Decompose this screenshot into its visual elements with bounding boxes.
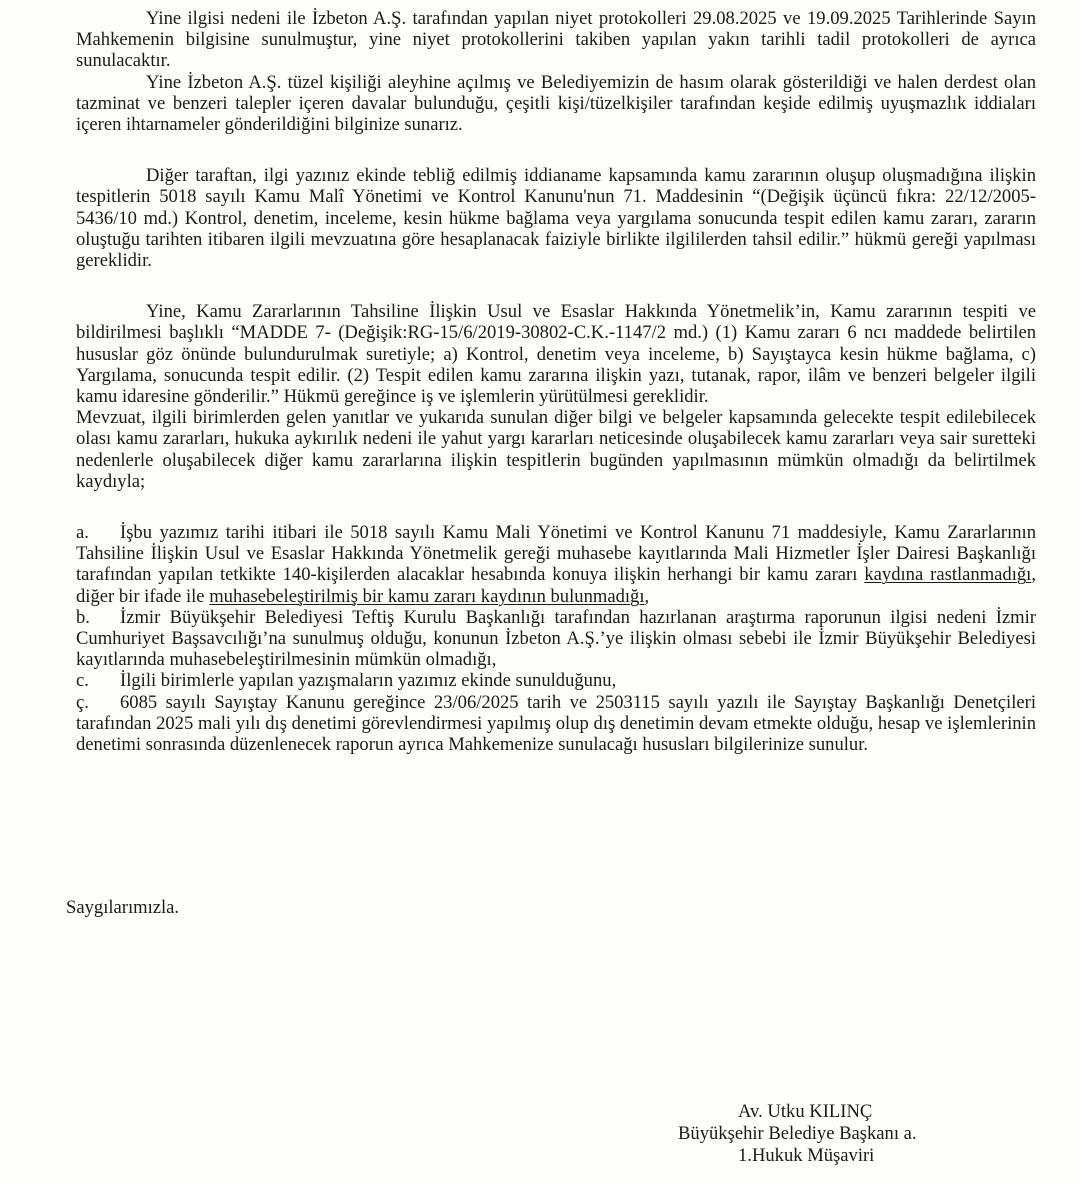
item-a-text-3: , — [644, 585, 650, 607]
list-marker: ç. — [76, 691, 89, 713]
paragraph-legislation: Mevzuat, ilgili birimlerden gelen yanıtlar ve yukarıda sunulan diğer bilgi ve belgeler kapsamında gelecekte tespit edilebilecek olası kamu zararları, hukuka aykırılık nedeni ile yahut yargı kararları neticesinde oluşabilecek kamu zararları veya sair suretteki nedenlerle oluşabilecek diğer kamu zararlarına ilişkin tespitlerin bugünden yapılmasının mümkün olmadığı da belirtilmek kaydıyla; — [76, 407, 1036, 492]
item-cedilla-text: 6085 sayılı Sayıştay Kanunu gereğince 23/06/2025 tarih ve 2503115 sayılı yazılı ile Sayıştay Başkanlığı Denetçileri tarafından 2025 mali yılı dış denetimi görevlendirmesi yapılmış olup dış denetimin devam etmekte olduğu, hesap ve işlemlerinin denetimi sonrasında düzenlenecek raporun ayrıca Mahkemenize sunulacağı hususları bilgilerinize sunulur. — [76, 691, 1036, 756]
list-marker: b. — [76, 606, 90, 628]
item-a-underlined-2: muhasebeleştirilmiş bir kamu zararı kaydının bulunmadığı — [209, 585, 645, 607]
signatory-name: Av. Utku KILINÇ — [738, 1101, 873, 1122]
list-item-b — [76, 607, 1036, 671]
item-a-text-1: İşbu yazımız tarihi itibari ile 5018 sayılı Kamu Mali Yönetimi ve Kontrol Kanunu 71 maddesiyle, Kamu Zararlarının Tahsiline İlişkin Usul ve Esaslar Hakkında Yönetmelik gereği muhasebe kayıtlarında Mali Hizmetler İşler Dairesi Başkanlığı tarafından yapılan tetkikte 140-kişilerden alacaklar hesabında konuya ilişkin herhangi bir kamu zararı — [76, 522, 1036, 586]
list-marker: a. — [76, 522, 89, 544]
signatory-role: 1.Hukuk Müşaviri — [738, 1145, 875, 1166]
paragraph-protocols: Yine ilgisi nedeni ile İzbeton A.Ş. tarafından yapılan niyet protokolleri 29.08.2025 ve 19.09.2025 Tarihlerinde Sayın Mahkemenin bilgisine sunulmuştur, yine niyet protokollerini takiben yapılan yakın tarihli tadil protokolleri de ayrıca sunulacaktır. — [76, 8, 1036, 72]
letter-body — [76, 8, 1036, 755]
list-item-c — [76, 670, 1036, 691]
item-b-text: İzmir Büyükşehir Belediyesi Teftiş Kurulu Başkanlığı tarafından hazırlanan araştırma raporunun ilgisi nedeni İzmir Cumhuriyet Başsavcılığı’na sunulmuş olduğu, konunun İzbeton A.Ş.’ye ilişkin olması sebebi ile İzmir Büyükşehir Belediyesi kayıtlarında muhasebeleştirilmesinin mümkün olmadığı, — [76, 606, 1036, 671]
list-item-cedilla — [76, 692, 1036, 756]
list-item-a — [76, 522, 1036, 607]
paragraph-lawsuits: Yine İzbeton A.Ş. tüzel kişiliği aleyhine açılmış ve Belediyemizin de hasım olarak gösterildiği ve halen derdest olan tazminat ve benzeri talepler içeren davalar bulunduğu, çeşitli kişi/tüzelkişiler tarafından keşide edilmiş uyuşmazlık iddiaları içeren ihtarnameler gönderildiğini bilginize sunarız. — [76, 71, 1036, 136]
paragraph-regulation: Yine, Kamu Zararlarının Tahsiline İlişkin Usul ve Esaslar Hakkında Yönetmelik’in, Kamu zararının tespiti ve bildirilmesi başlıklı “MADDE 7- (Değişik:RG-15/6/2019-30802-C.K.-1147/2 md.) (1) Kamu zararı 6 ncı maddede belirtilen hususlar göz önünde bulundurulmak suretiyle; a) Kontrol, denetim veya inceleme, b) Sayıştayca kesin hükme bağlama, c) Yargılama, sonucunda tespit edilir. (2) Tespit edilen kamu zararına ilişkin yazı, tutanak, rapor, ilâm ve benzeri belgeler ilgili kamu idaresine gönderilir.” Hükmü gereğince iş ve işlemlerin yürütülmesi gereklidir. — [76, 301, 1036, 408]
item-c-text: İlgili birimlerle yapılan yazışmaların yazımız ekinde sunulduğunu, — [120, 670, 617, 692]
list-marker: c. — [76, 670, 89, 692]
closing-salutation: Saygılarımızla. — [66, 897, 180, 918]
paragraph-public-loss-law: Diğer taraftan, ilgi yazınız ekinde tebliğ edilmiş iddianame kapsamında kamu zararının oluşup oluşmadığına ilişkin tespitlerin 5018 sayılı Kamu Malî Yönetimi ve Kontrol Kanunu'nun 71. Maddesinin “(Değişik üçüncü fıkra: 22/12/2005-5436/10 md.) Kontrol, denetim, inceleme, kesin hükme bağlama veya yargılama sonucunda tespit edilen kamu zararı, zararın oluştuğu tarihten itibaren ilgili mevzuatına göre hesaplanacak faiziyle birlikte ilgililerden tahsil edilir.” hükmü gereği yapılması gereklidir. — [76, 165, 1036, 272]
item-a-text-2: , diğer bir ifade ile — [76, 564, 1037, 607]
signatory-title: Büyükşehir Belediye Başkanı a. — [678, 1123, 917, 1144]
signature-block — [678, 1101, 978, 1167]
item-a-underlined-1: kaydına rastlanmadığı — [864, 564, 1032, 586]
